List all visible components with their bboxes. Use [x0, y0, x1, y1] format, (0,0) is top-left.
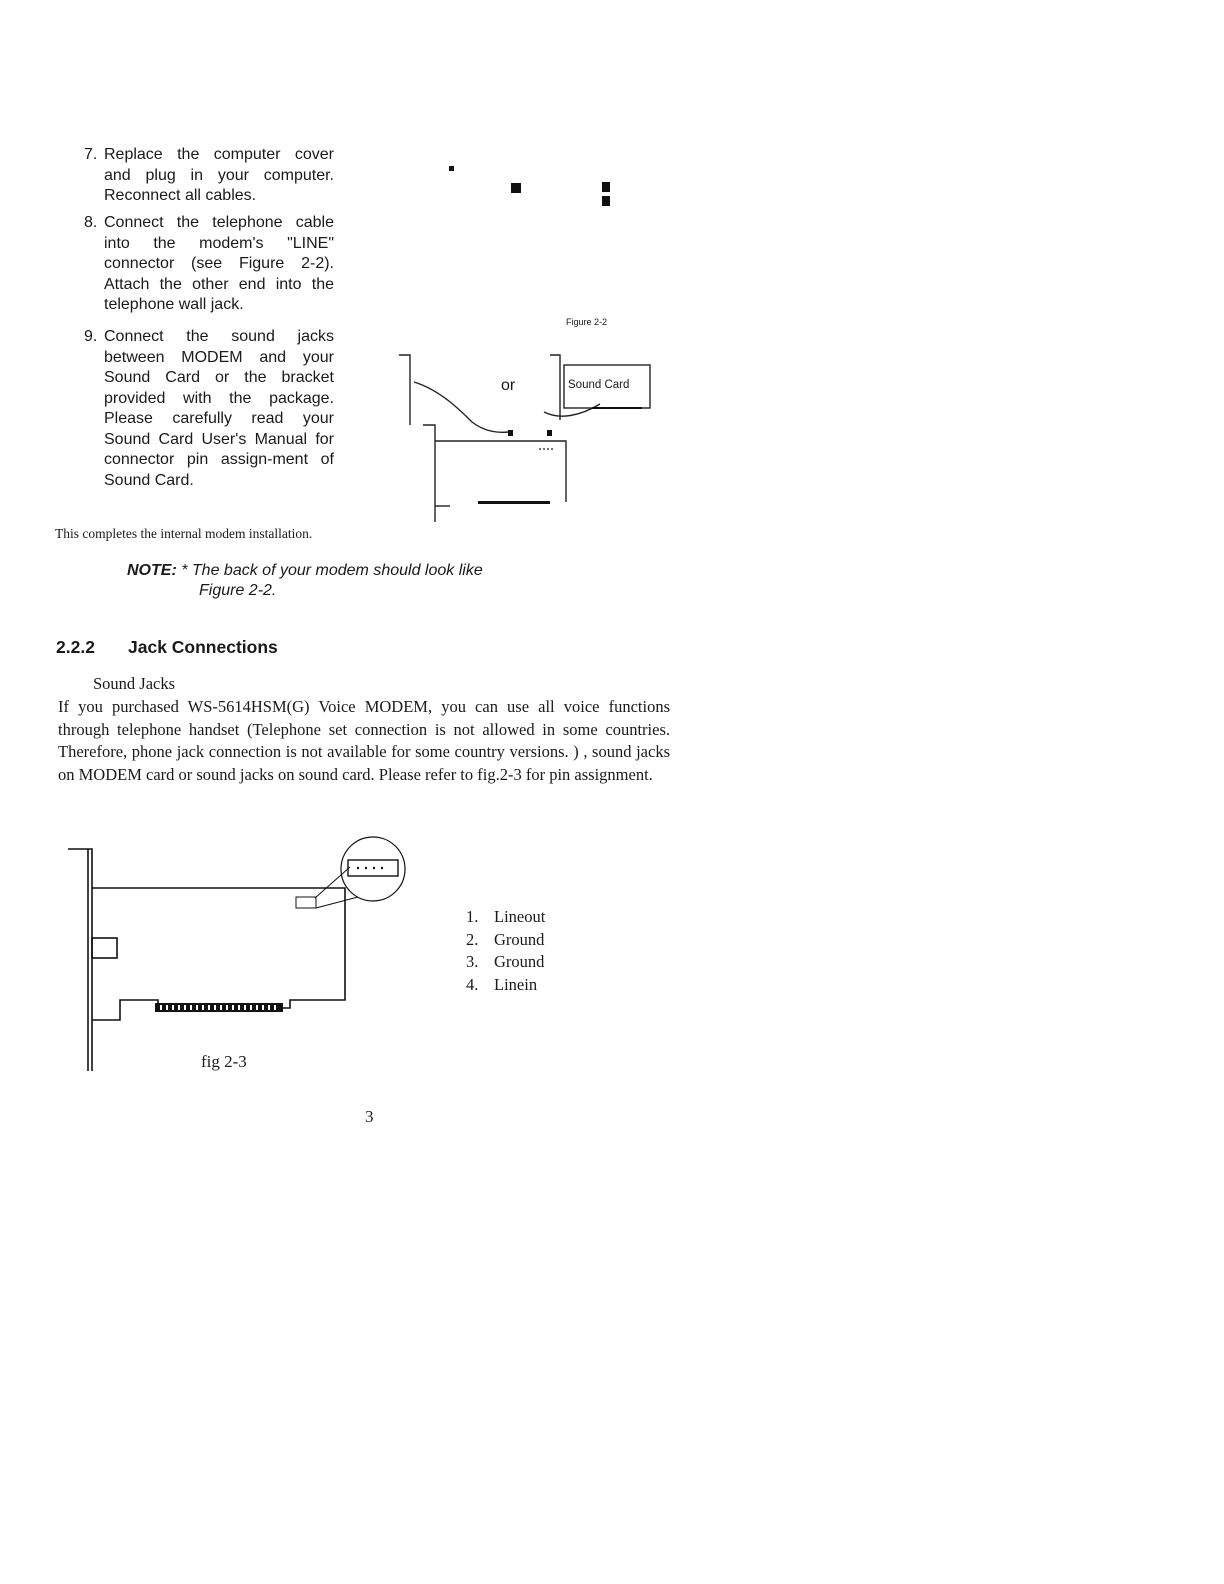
- connector-mark: [449, 166, 454, 171]
- section-heading: [56, 637, 278, 658]
- pin-assignment-list: [466, 906, 545, 996]
- note: [127, 561, 483, 601]
- pin-number: 1.: [466, 907, 479, 926]
- card-edge-connector: [478, 501, 550, 504]
- figure-2-2-drawing: [390, 150, 690, 530]
- modem-jack-a: [508, 430, 513, 436]
- list-item: [466, 929, 545, 952]
- step-number: 8.: [84, 214, 98, 231]
- note-line-1: * The back of your modem should look like: [181, 562, 483, 579]
- pin-label: Ground: [494, 952, 545, 971]
- subheading: Sound Jacks: [93, 674, 176, 693]
- list-item: [466, 906, 545, 929]
- list-item: [466, 974, 545, 997]
- connector-phone-jack: [602, 182, 610, 192]
- section-number: 2.2.2: [56, 637, 95, 657]
- figure-2-3-drawing: [60, 825, 420, 1085]
- figure-2-2: [390, 150, 690, 530]
- pin-label: Ground: [494, 929, 545, 949]
- step-7: [84, 145, 334, 207]
- sound-card-label: Sound Card: [568, 379, 630, 391]
- figure-2-3: [60, 825, 420, 1085]
- connector-line-jack: [511, 183, 521, 193]
- pin-label: Linein: [494, 974, 538, 994]
- step-number: 9.: [84, 328, 98, 345]
- step-number: 7.: [84, 146, 98, 163]
- note-label: NOTE:: [127, 562, 177, 579]
- pin-number: 3.: [466, 952, 479, 971]
- pin-label: Lineout: [494, 907, 546, 926]
- page-number: 3: [365, 1107, 374, 1126]
- step-8: [84, 213, 334, 316]
- step-text: Connect the telephone cable into the modem's "LINE" connector (see Figure 2-2). Attach the other end into the telephone wall jack.: [104, 214, 334, 313]
- step-text: Replace the computer cover and plug in your computer. Reconnect all cables.: [104, 146, 334, 204]
- list-item: [466, 951, 545, 974]
- section-title: Jack Connections: [128, 637, 278, 657]
- body-paragraph: If you purchased WS-5614HSM(G) Voice MODEM, you can use all voice functions through telephone handset (Telephone set connection is not allowed in some countries. Therefore, phone jack connection is not available for some country versions. ) , sound jacks on MODEM card or sound jacks on sound card. Please refer to fig.2-3 for pin assignment.: [58, 697, 670, 784]
- pin-number: 4.: [466, 974, 479, 994]
- connector-audio-jack: [602, 196, 610, 206]
- figure-caption: Figure 2-2: [566, 317, 608, 327]
- figure-caption: fig 2-3: [201, 1052, 247, 1071]
- sound-card-edge: [592, 407, 642, 409]
- step-9: [84, 327, 334, 491]
- modem-jack-b: [547, 430, 552, 436]
- step-text: Connect the sound jacks between MODEM and your Sound Card or the bracket provided with the package. Please carefully read your Sound Card User's Manual for connector pin assign-ment of Sound Card.: [104, 328, 334, 489]
- pin-number: 2.: [466, 929, 479, 949]
- note-line-2: Figure 2-2.: [199, 582, 277, 599]
- completion-text: This completes the internal modem installation.: [55, 526, 313, 541]
- or-label: or: [501, 377, 516, 394]
